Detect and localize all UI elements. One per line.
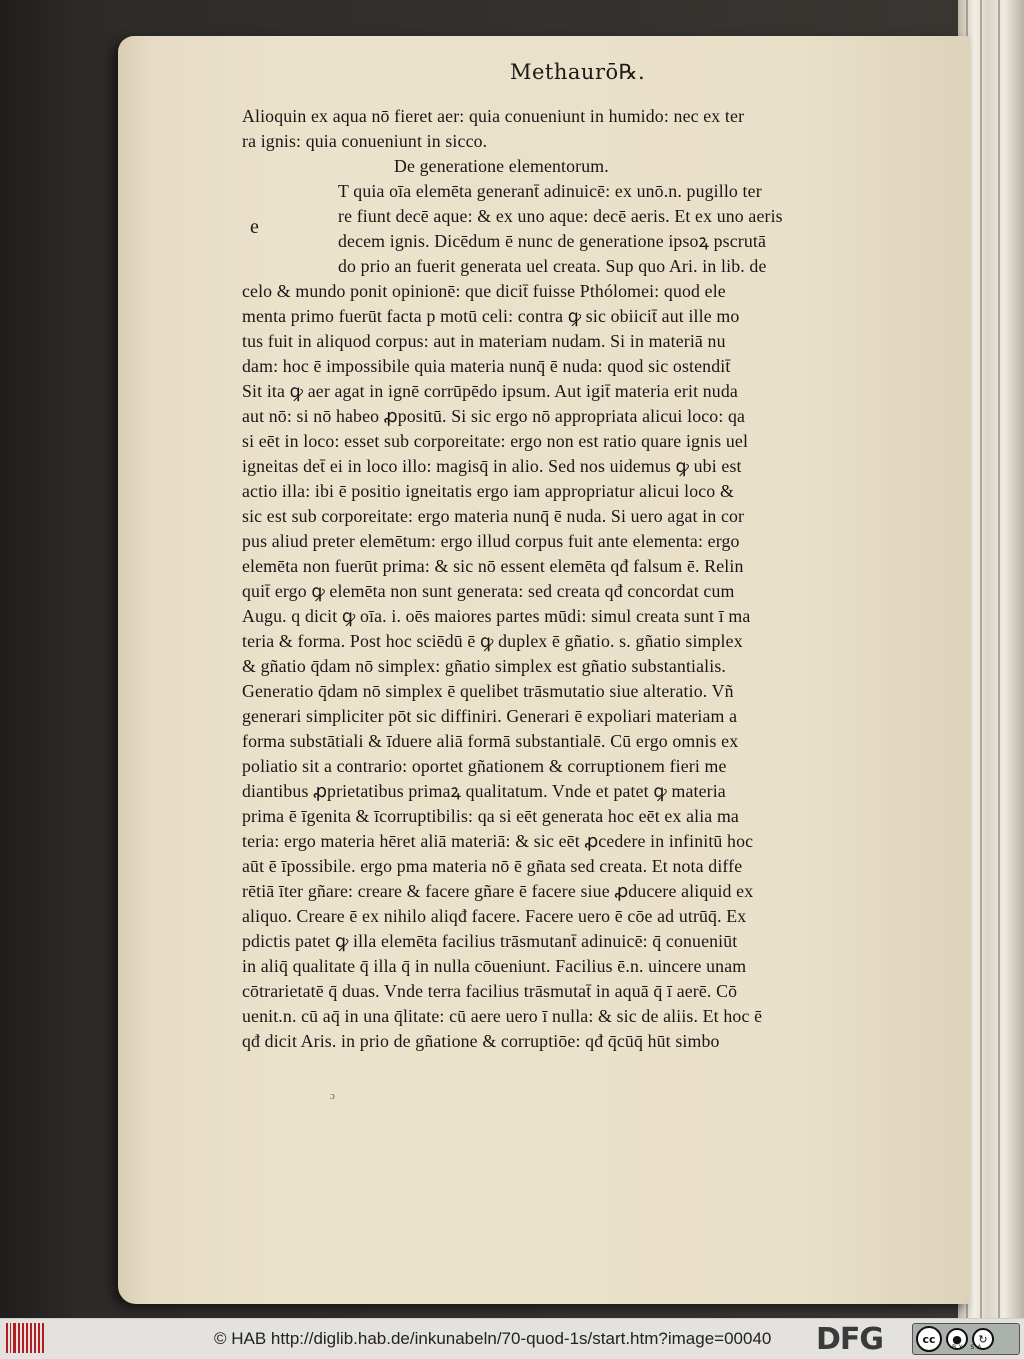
- text-line: aūt ē īpossibile. ergo pma materia nō ē gñata sed creata. Et nota diffe: [242, 856, 743, 876]
- text-line: actio illa: ibi ē positio igneitatis ergo iam appropriatur alicui loco &: [242, 481, 734, 501]
- text-line: tus fuit in aliquod corpus: aut in materiam nudam. Si in materiā nu: [242, 331, 726, 351]
- text-line: aliquo. Creare ē ex nihilo aliqđ facere. Facere uero ē cōe ad utrūq̄. Ex: [242, 906, 747, 926]
- text-line: teria & forma. Post hoc sciēdū ē ꝙ duplex ē gñatio. s. gñatio simplex: [242, 631, 743, 651]
- text-line: cōtrarietatē q̄ duas. Vnde terra facilius trāsmutat̄ in aquā q̄ ī aerē. Cō: [242, 981, 738, 1001]
- by-label: BY: [952, 1344, 966, 1351]
- text-line: dam: hoc ē impossibile quia materia nunq̄ ē nuda: quod sic ostendit̄: [242, 356, 731, 376]
- text-line: menta primo fuerūt facta p motū celi: contra ꝙ sic obiicit̄ aut ille mo: [242, 306, 740, 326]
- text-line: re fiunt decē aque: & ex uno aque: decē aeris. Et ex uno aeris: [338, 206, 783, 226]
- cc-labels: [952, 1344, 984, 1351]
- text-line: pus aliud preter elemētum: ergo illud corpus fuit ante elementa: ergo: [242, 531, 740, 551]
- hab-barcode-icon: [6, 1323, 44, 1353]
- text-line: poliatio sit a contrario: oportet gñationem & corruptionem fieri me: [242, 756, 727, 776]
- text-line: forma substātiali & īduere aliā formā substantialē. Cū ergo omnis ex: [242, 731, 739, 751]
- running-header: Methaurō℞.: [510, 60, 646, 84]
- text-line: Generatio q̄dam nō simplex ē quelibet trāsmutatio siue alteratio. Vñ: [242, 681, 734, 701]
- text-line: Augu. q dicit ꝙ oīa. i. oēs maiores partes mūdi: simul creata sunt ī ma: [242, 606, 751, 626]
- text-line: elemēta non fuerūt prima: & sic nō essent elemēta qđ falsum ē. Relin: [242, 556, 744, 576]
- text-line: do prio an fuerit generata uel creata. Sup quo Ari. in lib. de: [338, 256, 767, 276]
- text-line: qđ dicit Aris. in prio de gñatione & corruptiōe: qđ q̄cūq̄ hūt simbo: [242, 1031, 720, 1051]
- text-line: si eēt in loco: esset sub corporeitate: ergo non est ratio quare ignis uel: [242, 431, 749, 451]
- text-line: prima ē īgenita & īcorruptibilis: qa si eēt generata hoc eēt ex alia ma: [242, 806, 739, 826]
- page-mark: ɔ: [330, 1090, 335, 1102]
- section-heading: De generatione elementorum.: [394, 156, 609, 176]
- guide-letter: e: [250, 216, 259, 238]
- text-line: in aliq̄ qualitate q̄ illa q̄ in nulla cōueniunt. Facilius ē.n. uincere unam: [242, 956, 747, 976]
- text-line: Alioquin ex aqua nō fieret aer: quia conueniunt in humido: nec ex ter: [242, 106, 745, 126]
- page-text: [242, 104, 896, 1054]
- text-line: rētiā īter gñare: creare & facere gñare ē facere siue ꝓducere aliquid ex: [242, 881, 754, 901]
- cc-icon: cc: [916, 1326, 942, 1352]
- text-line: quit̄ ergo ꝙ elemēta non sunt generata: sed creata qđ concordat cum: [242, 581, 735, 601]
- text-line: aut nō: si nō habeo ꝓpositū. Si sic ergo nō appropriata alicui loco: qa: [242, 406, 746, 426]
- text-line: pdictis patet ꝙ illa elemēta facilius trāsmutant̄ adinuicē: q̄ conueniūt: [242, 931, 738, 951]
- copyright-link[interactable]: © HAB http://diglib.hab.de/inkunabeln/70-quod-1s/start.htm?image=00040: [214, 1329, 772, 1348]
- text-line: sic est sub corporeitate: ergo materia nunq̄ ē nuda. Si uero agat in cor: [242, 506, 745, 526]
- text-line: igneitas det̄ ei in loco illo: magisq̄ in alio. Sed nos uidemus ꝙ ubi est: [242, 456, 742, 476]
- text-line: & gñatio q̄dam nō simplex: gñatio simplex est gñatio substantialis.: [242, 656, 727, 676]
- text-line: Sit ita ꝙ aer agat in ignē corrūpēdo ipsum. Aut igit̄ materia erit nuda: [242, 381, 738, 401]
- text-line: diantibus ꝓprietatibus primaꝝ qualitatum. Vnde et patet ꝙ materia: [242, 781, 726, 801]
- text-line: celo & mundo ponit opinionē: que dicit̄ fuisse Pthólomei: quod ele: [242, 281, 726, 301]
- text-line: generari simpliciter pōt sic diffiniri. Generari ē expoliari materiam a: [242, 706, 738, 726]
- text-line: T quia oīa elemēta generant̄ adinuicē: ex unō.n. pugillo ter: [338, 181, 762, 201]
- footer-bar: [0, 1318, 1024, 1359]
- by-person-icon: ●: [946, 1328, 968, 1350]
- share-alike-icon: ↻: [972, 1328, 994, 1350]
- text-line: decem ignis. Dicēdum ē nunc de generatione ipsoꝝ pscrutā: [338, 231, 767, 251]
- sa-label: SA: [970, 1344, 985, 1351]
- text-line: uenit.n. cū aq̄ in una q̄litate: cū aere uero ī nulla: & sic de aliis. Et hoc ē: [242, 1006, 763, 1026]
- dfg-logo: DFG: [816, 1322, 884, 1357]
- text-line: ra ignis: quia conueniunt in sicco.: [242, 131, 488, 151]
- text-line: teria: ergo materia hēret aliā materiā: & sic eēt ꝓcedere in infinitū hoc: [242, 831, 754, 851]
